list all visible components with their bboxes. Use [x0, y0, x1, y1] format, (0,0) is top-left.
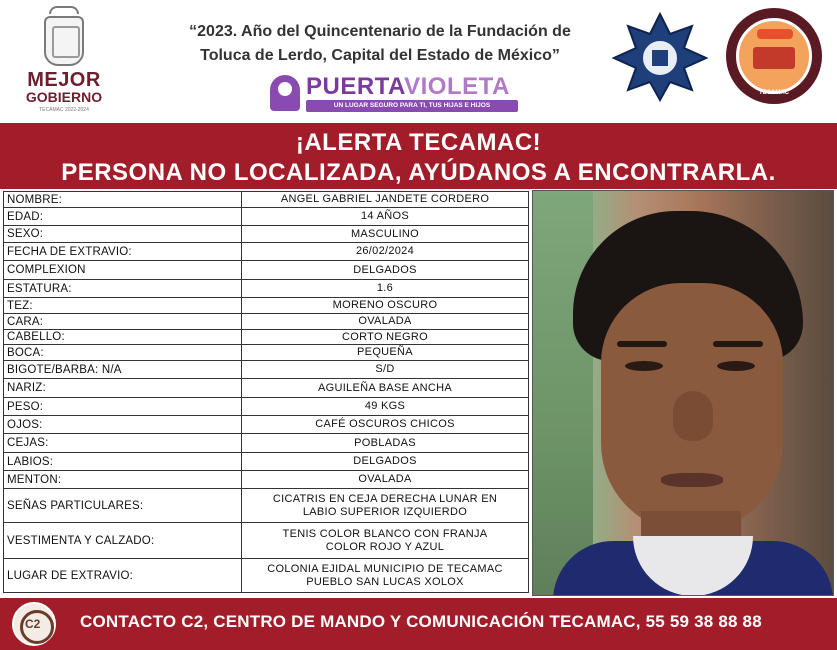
- row-value: 49 KGS: [364, 400, 406, 412]
- table-row: [3, 345, 529, 361]
- motto: [160, 20, 600, 68]
- row-label: EDAD:: [4, 208, 242, 225]
- row-label: CABELLO:: [4, 330, 242, 344]
- photo-brow-right: [713, 341, 763, 347]
- table-row: [3, 489, 529, 523]
- mejor-gobierno-logo: [18, 6, 110, 114]
- row-label: SEXO:: [4, 226, 242, 242]
- row-label: VESTIMENTA Y CALZADO:: [4, 523, 242, 558]
- table-row: [3, 453, 529, 471]
- table-row: [3, 243, 529, 261]
- row-label: TEZ:: [4, 298, 242, 313]
- pv-title: [306, 74, 510, 100]
- table-row: [3, 398, 529, 416]
- motto-line2: Toluca de Lerdo, Capital del Estado de México”: [200, 47, 560, 64]
- busqueda-personas-seal-icon: [726, 8, 822, 104]
- alert-subtitle: PERSONA NO LOCALIZADA, AYÚDANOS A ENCONTRARLA.: [61, 159, 776, 186]
- pv-subtitle: UN LUGAR SEGURO PARA TI, TUS HIJAS E HIJOS: [306, 100, 518, 112]
- row-value: MORENO OSCURO: [332, 299, 438, 311]
- row-label: SEÑAS PARTICULARES:: [4, 489, 242, 522]
- photo-nose: [673, 391, 713, 441]
- table-row: [3, 523, 529, 559]
- alert-banner: [0, 123, 837, 189]
- person-details-table: [3, 191, 529, 593]
- alert-title: ¡ALERTA TECAMAC!: [295, 129, 542, 156]
- pv-title-a: PUERTA: [306, 73, 405, 100]
- row-value: DELGADOS: [353, 455, 417, 467]
- pv-title-b: VIOLETA: [404, 73, 510, 100]
- puerta-violeta-logo: [262, 72, 524, 116]
- photo-eye-left: [625, 361, 663, 371]
- crest-crown-icon: [49, 6, 79, 14]
- row-value: POBLADAS: [354, 436, 416, 449]
- row-value: TENIS COLOR BLANCO CON FRANJA COLOR ROJO Y AZUL: [282, 527, 488, 553]
- row-value: CAFÉ OSCUROS CHICOS: [315, 418, 455, 430]
- footer: [0, 598, 837, 650]
- table-row: [3, 280, 529, 298]
- row-value: MASCULINO: [350, 227, 420, 240]
- table-row: [3, 379, 529, 398]
- table-row: [3, 261, 529, 280]
- header: [0, 0, 837, 123]
- row-label: CARA:: [4, 314, 242, 329]
- photo-brow-left: [617, 341, 667, 347]
- table-row: [3, 330, 529, 345]
- table-row: [3, 191, 529, 208]
- table-row: [3, 434, 529, 453]
- row-value: DELGADOS: [353, 263, 417, 276]
- row-value: 1.6: [376, 282, 394, 294]
- row-value: ANGEL GABRIEL JANDETE CORDERO: [280, 193, 490, 205]
- row-value: AGUILEÑA BASE ANCHA: [317, 381, 453, 394]
- logo-line2: GOBIERNO: [25, 89, 103, 105]
- c2-logo-icon: [12, 602, 56, 646]
- row-label: NOMBRE:: [4, 192, 242, 207]
- photo-eye-right: [717, 361, 755, 371]
- table-row: [3, 361, 529, 379]
- row-value: S/D: [375, 363, 395, 375]
- logo-period: TECÁMAC 2022-2024: [39, 107, 89, 113]
- row-value: 26/02/2024: [355, 245, 415, 257]
- table-row: [3, 314, 529, 330]
- municipal-crest-icon: [44, 16, 84, 66]
- row-label: LABIOS:: [4, 453, 242, 470]
- row-value: OVALADA: [358, 315, 412, 327]
- row-label: BIGOTE/BARBA: N/A: [4, 361, 242, 378]
- motto-line1: “2023. Año del Quincentenario de la Fundación de: [189, 23, 571, 40]
- row-label: ESTATURA:: [4, 280, 242, 297]
- row-label: OJOS:: [4, 416, 242, 433]
- row-label: FECHA DE EXTRAVIO:: [4, 243, 242, 260]
- row-label: NARIZ:: [4, 379, 242, 397]
- row-value: COLONIA EJIDAL MUNICIPIO DE TECAMAC PUEBLO SAN LUCAS XOLOX: [267, 562, 503, 588]
- table-row: [3, 298, 529, 314]
- photo-mouth: [661, 473, 723, 487]
- row-value: OVALADA: [358, 473, 412, 485]
- table-row: [3, 208, 529, 226]
- missing-person-photo: [532, 190, 834, 596]
- row-value: PEQUEÑA: [357, 346, 413, 358]
- table-row: [3, 416, 529, 434]
- seal-text: TECAMAC: [759, 90, 789, 96]
- seal-emblem-icon: [736, 18, 812, 94]
- row-label: LUGAR DE EXTRAVIO:: [4, 559, 242, 592]
- row-label: MENTON:: [4, 471, 242, 488]
- row-value: CORTO NEGRO: [341, 330, 428, 343]
- table-row: [3, 471, 529, 489]
- logo-line1: MEJOR: [27, 69, 101, 91]
- contact-line: CONTACTO C2, CENTRO DE MANDO Y COMUNICACIÓN TECAMAC, 55 59 38 88 88: [80, 612, 762, 631]
- row-label: COMPLEXION: [4, 261, 242, 279]
- row-label: BOCA:: [4, 345, 242, 360]
- row-label: CEJAS:: [4, 434, 242, 452]
- row-value: CICATRIS EN CEJA DERECHA LUNAR EN LABIO SUPERIOR IZQUIERDO: [272, 492, 498, 518]
- row-value: 14 AÑOS: [361, 210, 409, 222]
- table-row: [3, 559, 529, 593]
- mother-child-icon: [270, 75, 300, 111]
- photo-background: [533, 191, 593, 596]
- police-star-icon: [612, 12, 708, 102]
- row-label: PESO:: [4, 398, 242, 415]
- table-row: [3, 226, 529, 243]
